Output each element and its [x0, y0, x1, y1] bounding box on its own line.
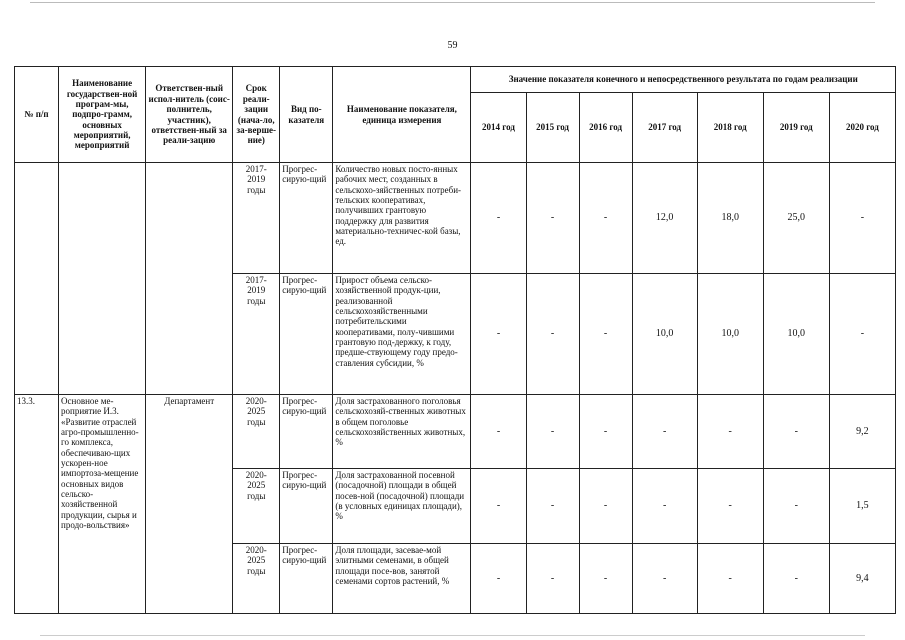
value-cell: - — [763, 544, 829, 614]
value-cell: 9,2 — [829, 395, 895, 469]
header-year: 2020 год — [829, 93, 895, 163]
indicator-name-cell: Количество новых посто-янных рабочих мест, созданных в сельскохо-зяйственных потреби-тельских кооперативах, получивших грантовую поддержку для развития материально-техничес-кой базы, ед. — [333, 163, 471, 274]
header-year: 2014 год — [471, 93, 526, 163]
indicator-name-cell: Доля застрахованного поголовья сельскохозяй-ственных животных в общем поголовье сельскохозяйственных животных, % — [333, 395, 471, 469]
value-cell: - — [471, 163, 526, 274]
value-cell: - — [763, 395, 829, 469]
value-cell: - — [632, 469, 697, 544]
value-cell: 1,5 — [829, 469, 895, 544]
value-cell: - — [526, 163, 579, 274]
header-year: 2017 год — [632, 93, 697, 163]
empty-cell — [15, 163, 59, 395]
value-cell: 10,0 — [697, 274, 763, 395]
header-indicator-type: Вид по-казателя — [280, 67, 333, 163]
header-responsible: Ответствен-ный испол-нитель (соис-полнитель, участник), ответствен-ный за реали-зацию — [146, 67, 233, 163]
value-cell: - — [579, 163, 632, 274]
indicator-type-cell: Прогрес-сирую-щий — [280, 274, 333, 395]
value-cell: - — [632, 395, 697, 469]
header-year: 2015 год — [526, 93, 579, 163]
indicator-type-cell: Прогрес-сирую-щий — [280, 395, 333, 469]
value-cell: - — [579, 395, 632, 469]
value-cell: - — [829, 274, 895, 395]
page-number: 59 — [447, 40, 458, 51]
header-program-name: Наименование государствен-ной програм-мы, подпро-грамм, основных мероприятий, мероприятий — [59, 67, 146, 163]
term-cell: 2020- 2025 годы — [233, 395, 280, 469]
value-cell: 10,0 — [763, 274, 829, 395]
header-year: 2019 год — [763, 93, 829, 163]
row-number-13-3: 13.3. — [15, 395, 59, 614]
value-cell: - — [697, 469, 763, 544]
header-values-title: Значение показателя конечного и непосредственного результата по годам реализации — [471, 67, 896, 93]
value-cell: 10,0 — [632, 274, 697, 395]
value-cell: - — [697, 395, 763, 469]
value-cell: 25,0 — [763, 163, 829, 274]
table-row — [15, 163, 896, 274]
value-cell: - — [471, 544, 526, 614]
indicator-name-cell: Прирост объема сельско-хозяйственной продук-ции, реализованной сельскохозяйственными потребительскими кооперативами, полу-чившими грантовую под-держку, к году, предше-ствующему году предо-ставления субсидии, % — [333, 274, 471, 395]
value-cell: - — [526, 544, 579, 614]
value-cell: 12,0 — [632, 163, 697, 274]
indicator-name-cell: Доля площади, засевае-мой элитными семенами, в общей площади посе-вов, занятой семенами сортов растений, % — [333, 544, 471, 614]
value-cell: - — [697, 544, 763, 614]
value-cell: - — [526, 395, 579, 469]
indicator-type-cell: Прогрес-сирую-щий — [280, 163, 333, 274]
value-cell: - — [526, 274, 579, 395]
value-cell: - — [763, 469, 829, 544]
value-cell: - — [579, 469, 632, 544]
header-indicator-name: Наименование показателя, единица измерения — [333, 67, 471, 163]
header-term: Срок реали-зации (нача-ло, за-верше-ние) — [233, 67, 280, 163]
empty-cell — [59, 163, 146, 395]
table-row — [15, 395, 896, 469]
value-cell: - — [829, 163, 895, 274]
header-year: 2016 год — [579, 93, 632, 163]
main-activity-name: Основное ме-роприятие И.3. «Развитие отраслей агро-промышленно-го комплекса, обеспечиваю-щих ускорен-ное импортоза-мещение основных видов сельско-хозяйственной продукции, сырья и продо-вольствия» — [59, 395, 146, 614]
term-cell: 2017- 2019 годы — [233, 274, 280, 395]
value-cell: - — [471, 274, 526, 395]
value-cell: 9,4 — [829, 544, 895, 614]
value-cell: - — [632, 544, 697, 614]
empty-cell — [146, 163, 233, 395]
value-cell: - — [471, 395, 526, 469]
value-cell: - — [579, 544, 632, 614]
term-cell: 2020- 2025 годы — [233, 544, 280, 614]
header-year: 2018 год — [697, 93, 763, 163]
top-scan-line — [30, 2, 875, 3]
value-cell: - — [579, 274, 632, 395]
value-cell: - — [471, 469, 526, 544]
header-number: № п/п — [15, 67, 59, 163]
value-cell: 18,0 — [697, 163, 763, 274]
indicator-name-cell: Доля застрахованной посевной (посадочной) площади в общей посев-ной (посадочной) площади (в условных единицах площади), % — [333, 469, 471, 544]
term-cell: 2020- 2025 годы — [233, 469, 280, 544]
indicator-type-cell: Прогрес-сирую-щий — [280, 544, 333, 614]
indicators-table — [14, 66, 896, 614]
bottom-scan-line — [40, 635, 865, 636]
indicator-type-cell: Прогрес-сирую-щий — [280, 469, 333, 544]
responsible-executor: Департамент — [146, 395, 233, 614]
term-cell: 2017- 2019 годы — [233, 163, 280, 274]
value-cell: - — [526, 469, 579, 544]
